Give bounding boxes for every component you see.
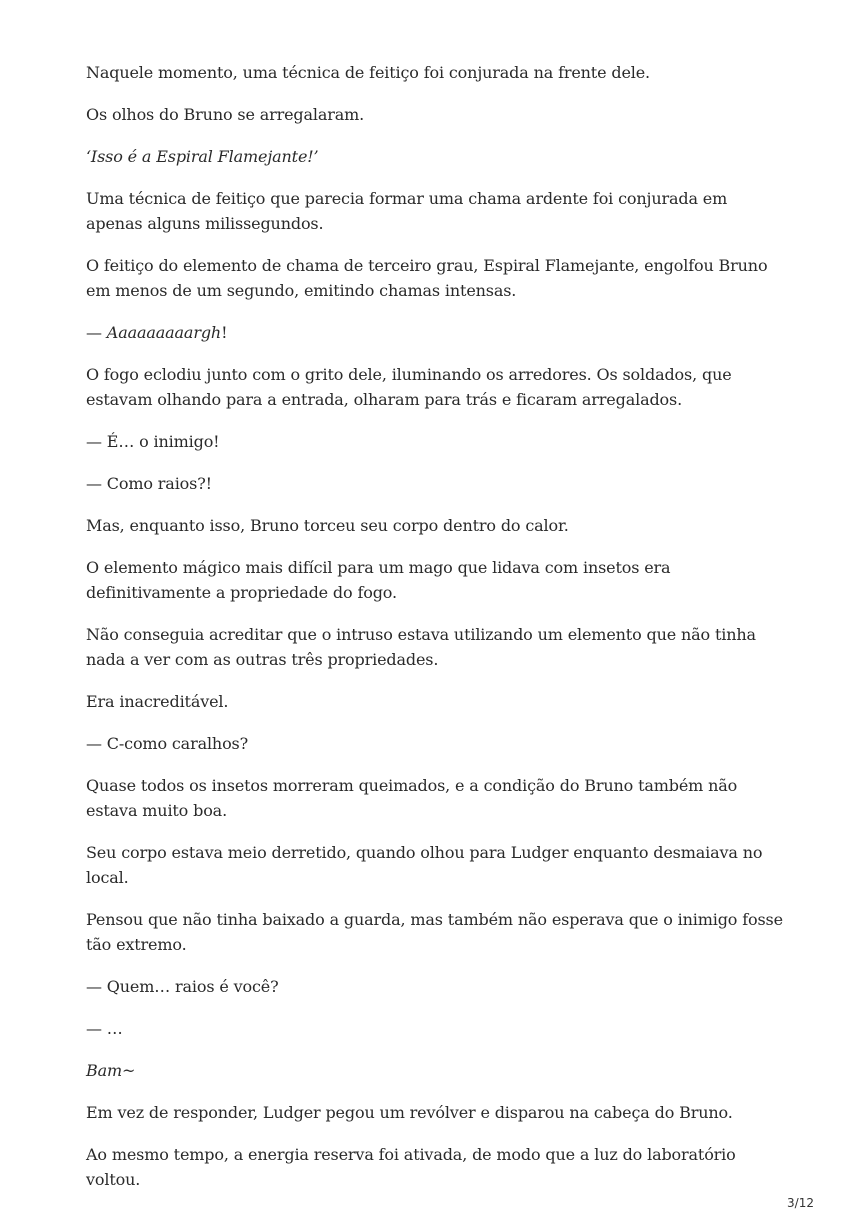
dialogue-line: — C-como caralhos?	[86, 734, 249, 753]
paragraph: O elemento mágico mais difícil para um mago que lidava com insetos era definitivamente a propriedade do fogo.	[86, 558, 671, 602]
dialogue-line: — …	[86, 1019, 123, 1038]
dialogue-line: — Quem… raios é você?	[86, 977, 279, 996]
paragraph: Uma técnica de feitiço que parecia formar uma chama ardente foi conjurada em apenas alguns milissegundos.	[86, 189, 728, 233]
scream-text: Aaaaaaaaargh	[106, 323, 222, 342]
sound-effect: Bam~	[86, 1061, 136, 1080]
paragraph: Mas, enquanto isso, Bruno torceu seu corpo dentro do calor.	[86, 516, 569, 535]
dialogue-line: — É… o inimigo!	[86, 432, 220, 451]
paragraph: Seu corpo estava meio derretido, quando olhou para Ludger enquanto desmaiava no local.	[86, 843, 763, 887]
document-body	[86, 60, 786, 1209]
dialogue-dash: —	[86, 323, 107, 342]
paragraph: Em vez de responder, Ludger pegou um revólver e disparou na cabeça do Bruno.	[86, 1103, 733, 1122]
paragraph	[86, 1058, 786, 1083]
paragraph: Ao mesmo tempo, a energia reserva foi ativada, de modo que a luz do laboratório voltou.	[86, 1145, 736, 1189]
paragraph: O feitiço do elemento de chama de terceiro grau, Espiral Flamejante, engolfou Bruno em menos de um segundo, emitindo chamas intensas.	[86, 256, 768, 300]
exclamation: !	[221, 323, 228, 342]
paragraph: Quase todos os insetos morreram queimados, e a condição do Bruno também não estava muito boa.	[86, 776, 738, 820]
italic-thought: ‘Isso é a Espiral Flamejante!’	[86, 147, 319, 166]
paragraph	[86, 144, 786, 169]
paragraph: Pensou que não tinha baixado a guarda, mas também não esperava que o inimigo fosse tão extremo.	[86, 910, 783, 954]
dialogue-line	[86, 320, 786, 345]
paragraph: O fogo eclodiu junto com o grito dele, iluminando os arredores. Os soldados, que estavam olhando para a entrada, olharam para trás e ficaram arregalados.	[86, 365, 732, 409]
paragraph: Era inacreditável.	[86, 692, 229, 711]
paragraph: Não conseguia acreditar que o intruso estava utilizando um elemento que não tinha nada a ver com as outras três propriedades.	[86, 625, 756, 669]
page-number: 3/12	[787, 1196, 814, 1210]
paragraph: Os olhos do Bruno se arregalaram.	[86, 105, 365, 124]
dialogue-line: — Como raios?!	[86, 474, 212, 493]
paragraph: Naquele momento, uma técnica de feitiço foi conjurada na frente dele.	[86, 63, 650, 82]
